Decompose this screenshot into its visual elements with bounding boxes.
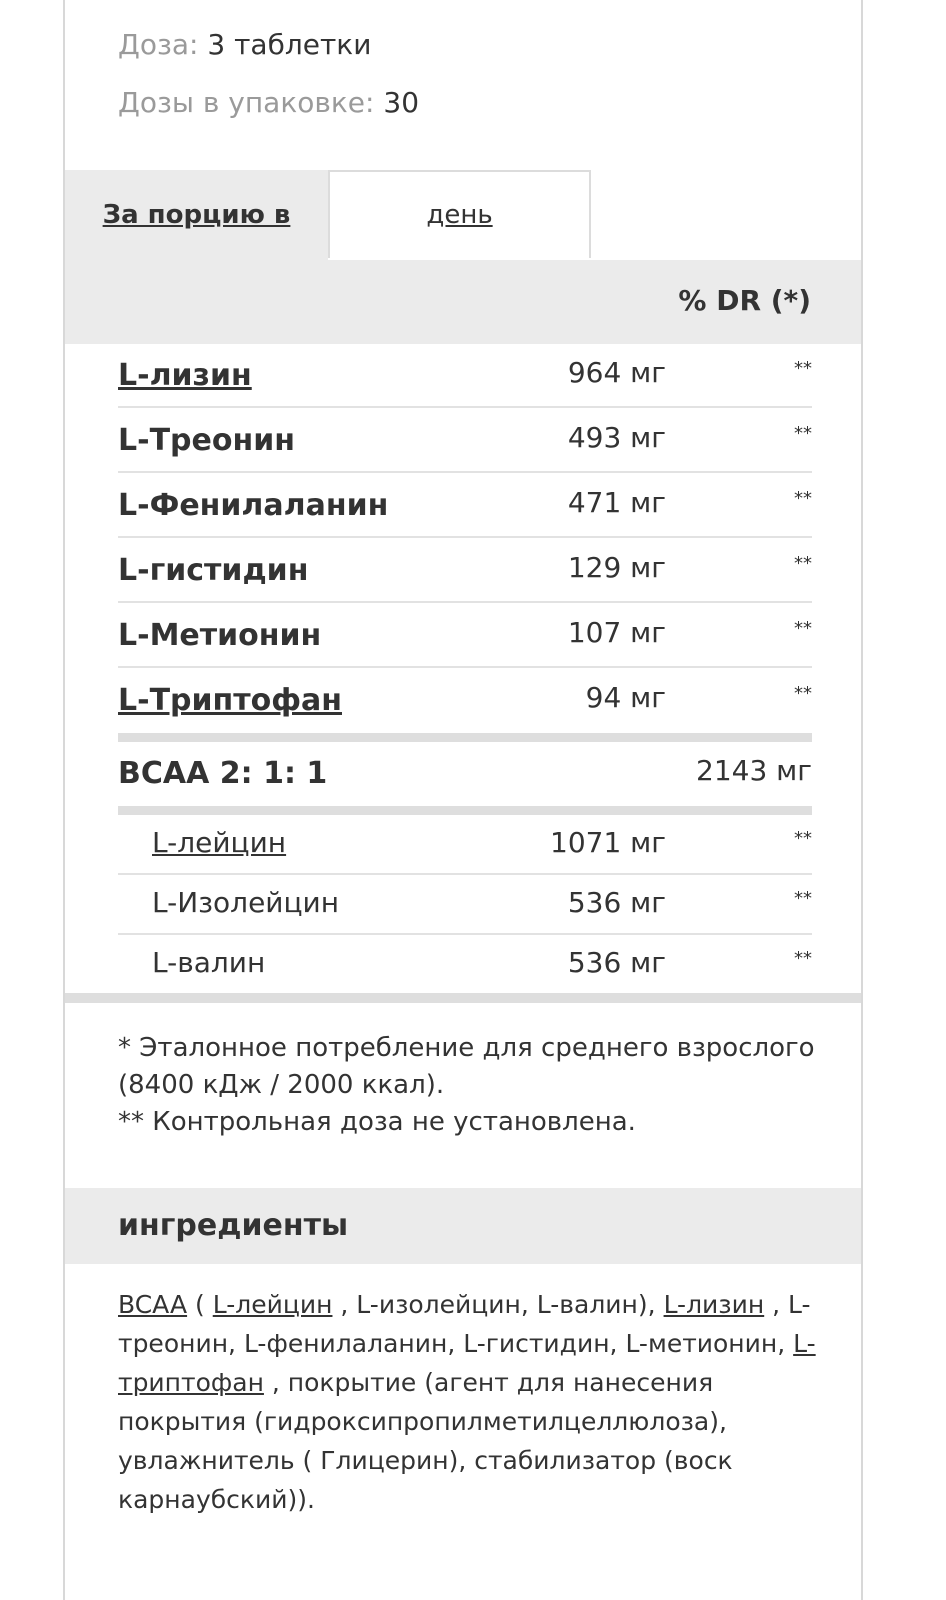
tab-per-day[interactable]: день — [328, 170, 591, 258]
nutrition-card — [63, 0, 863, 1600]
footnotes — [118, 1030, 818, 1141]
row-divider — [118, 536, 812, 538]
table-row — [118, 551, 812, 601]
nutrient-amount: 1071 мг — [550, 826, 666, 859]
tab-per-serving[interactable]: За порцию в — [65, 170, 328, 260]
ingredients-text-part: , L-треонин, L-фенилаланин, L-гистидин, L-метионин, — [118, 1290, 811, 1358]
nutrient-dr: ** — [794, 888, 812, 909]
nutrient-name: L-Метионин — [118, 618, 322, 653]
table-row — [118, 826, 812, 872]
doses-per-pack-line — [118, 86, 419, 119]
nutrient-amount: 107 мг — [567, 616, 666, 649]
nutrient-dr: ** — [794, 948, 812, 969]
nutrient-name: L-валин — [152, 946, 266, 979]
nutrient-dr: ** — [794, 553, 812, 574]
table-row-bcaa — [118, 754, 812, 804]
nutrient-amount: 536 мг — [567, 886, 666, 919]
nutrient-dr: ** — [794, 488, 812, 509]
row-divider — [118, 601, 812, 603]
nutrient-name: L-Фенилаланин — [118, 488, 389, 523]
table-row — [118, 886, 812, 932]
nutrient-amount: 471 мг — [567, 486, 666, 519]
nutrient-dr: ** — [794, 828, 812, 849]
footnote-reference-intake: * Эталонное потребление для среднего взрослого (8400 кДж / 2000 ккал). — [118, 1033, 815, 1100]
ingredients-header — [65, 1188, 861, 1264]
nutrient-dr: ** — [794, 423, 812, 444]
dose-label: Доза: — [118, 28, 199, 61]
table-header — [65, 260, 861, 344]
row-divider — [118, 406, 812, 408]
ingredient-link-bcaa[interactable]: BCAA — [118, 1290, 188, 1319]
row-divider — [118, 666, 812, 668]
ingredients-text-part: ( — [187, 1290, 213, 1319]
table-row — [118, 681, 812, 731]
ingredients-text-part: , покрытие (агент для нанесения покрытия (гидроксипропилметилцеллюлоза), увлажнитель ( Глицерин), стабилизатор (воск карнаубский)). — [118, 1368, 733, 1514]
nutrient-amount: 129 мг — [567, 551, 666, 584]
group-divider — [118, 806, 812, 815]
group-divider — [118, 733, 812, 742]
nutrient-amount: 964 мг — [567, 356, 666, 389]
nutrient-dr: ** — [794, 683, 812, 704]
table-bottom-divider — [65, 993, 861, 1003]
ingredient-link-leucine[interactable]: L-лейцин — [212, 1290, 333, 1319]
table-row — [118, 946, 812, 992]
ingredients-text — [118, 1285, 818, 1519]
ingredients-text-part: , L-изолейцин, L-валин), — [332, 1290, 664, 1319]
row-divider — [118, 933, 812, 935]
nutrient-link-lysine[interactable]: L-лизин — [118, 358, 252, 393]
footnote-no-dose: ** Контрольная доза не установлена. — [118, 1107, 636, 1137]
dose-line — [118, 28, 371, 61]
doses-per-pack-label: Дозы в упаковке: — [118, 86, 375, 119]
ingredient-link-tryptophan[interactable]: L-триптофан — [118, 1329, 816, 1397]
table-row — [118, 616, 812, 666]
nutrient-amount: 536 мг — [567, 946, 666, 979]
nutrient-name: L-гистидин — [118, 553, 309, 588]
nutrient-dr: ** — [794, 618, 812, 639]
serving-tabs — [65, 170, 861, 260]
nutrient-name: L-Треонин — [118, 423, 295, 458]
dr-column-header: % DR (*) — [678, 284, 811, 317]
table-row — [118, 486, 812, 536]
bcaa-amount: 2143 мг — [696, 754, 812, 787]
nutrient-name: L-Изолейцин — [152, 886, 340, 919]
nutrient-link-tryptophan[interactable]: L-Триптофан — [118, 683, 342, 718]
ingredient-link-lysine[interactable]: L-лизин — [663, 1290, 765, 1319]
bcaa-name: BCAA 2: 1: 1 — [118, 756, 328, 791]
row-divider — [118, 873, 812, 875]
table-row — [118, 356, 812, 406]
doses-per-pack-value: 30 — [383, 86, 420, 119]
nutrient-amount: 94 мг — [585, 681, 666, 714]
row-divider — [118, 471, 812, 473]
table-row — [118, 421, 812, 471]
nutrient-link-leucine[interactable]: L-лейцин — [152, 826, 287, 859]
dose-value: 3 таблетки — [207, 28, 372, 61]
ingredients-title: ингредиенты — [118, 1208, 349, 1243]
nutrient-dr: ** — [794, 358, 812, 379]
nutrient-amount: 493 мг — [567, 421, 666, 454]
